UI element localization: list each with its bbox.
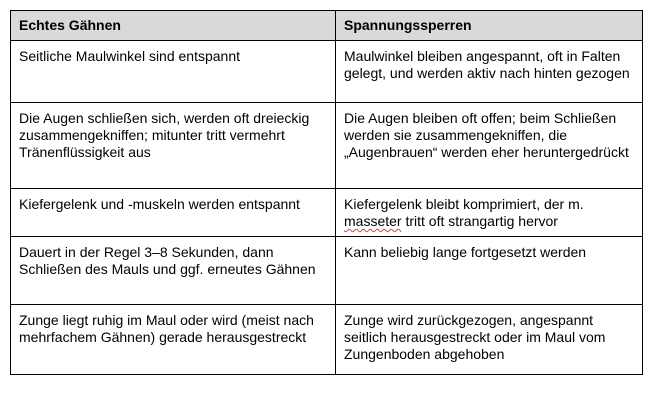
header-echtes-gaehnen: Echtes Gähnen (11, 11, 336, 41)
cell-left: Die Augen schließen sich, werden oft dreieckig zusammengekniffen; mitunter tritt vermehrt Tränenflüssigkeit aus (11, 103, 336, 189)
cell-left: Seitliche Maulwinkel sind entspannt (11, 41, 336, 103)
cell-right-text-start: Kiefergelenk bleibt komprimiert, der m. (344, 196, 584, 212)
comparison-table-container (10, 10, 642, 375)
comparison-table (10, 10, 643, 375)
table-row (11, 189, 643, 237)
cell-left: Kiefergelenk und -muskeln werden entspannt (11, 189, 336, 237)
table-row (11, 237, 643, 305)
cell-right: Die Augen bleiben oft offen; beim Schließen werden sie zusammengekniffen, die „Augenbrauen“ werden eher heruntergedrückt (336, 103, 643, 189)
table-row (11, 41, 643, 103)
cell-right (336, 189, 643, 237)
spellcheck-flagged-word: masseter (344, 213, 402, 229)
table-row (11, 305, 643, 375)
cell-right: Zunge wird zurückgezogen, angespannt seitlich herausgestreckt oder im Maul vom Zungenboden abgehoben (336, 305, 643, 375)
cell-right: Kann beliebig lange fortgesetzt werden (336, 237, 643, 305)
header-spannungssperren: Spannungssperren (336, 11, 643, 41)
table-row (11, 103, 643, 189)
table-header-row (11, 11, 643, 41)
cell-right-text-end: tritt oft strangartig hervor (401, 213, 558, 229)
cell-left: Dauert in der Regel 3–8 Sekunden, dann Schließen des Mauls und ggf. erneutes Gähnen (11, 237, 336, 305)
cell-left: Zunge liegt ruhig im Maul oder wird (meist nach mehrfachem Gähnen) gerade herausgestreckt (11, 305, 336, 375)
cell-right: Maulwinkel bleiben angespannt, oft in Falten gelegt, und werden aktiv nach hinten gezogen (336, 41, 643, 103)
